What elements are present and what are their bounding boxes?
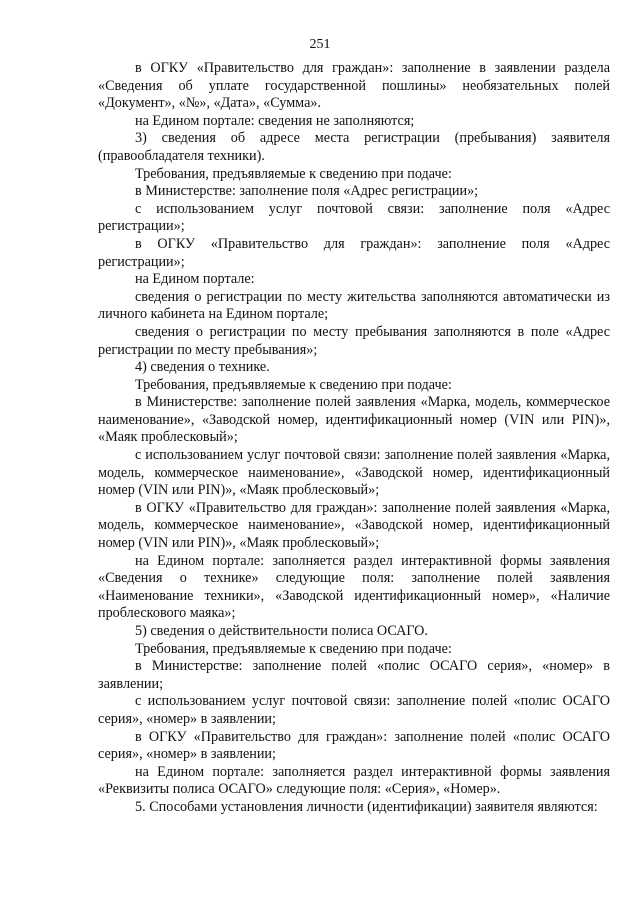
- paragraph: 3) сведения об адресе места регистрации (пребывания) заявителя (правообладателя техники).: [98, 130, 610, 164]
- paragraph: на Едином портале:: [135, 271, 255, 288]
- paragraph: в Министерстве: заполнение полей заявления «Марка, модель, коммерческое наименование», «Заводской номер, идентификационный номер (VIN или PIN)», «Маяк проблесковый»;: [98, 394, 610, 446]
- paragraph: с использованием услуг почтовой связи: заполнение полей «полис ОСАГО серия», «номер» в заявлении;: [98, 693, 610, 727]
- paragraph: 4) сведения о технике.: [135, 359, 270, 376]
- paragraph: в ОГКУ «Правительство для граждан»: заполнение полей «полис ОСАГО серия», «номер» в заявлении;: [98, 728, 610, 763]
- paragraph: на Едином портале: заполняется раздел интерактивной формы заявления «Реквизиты полиса ОСАГО» следующие поля: «Серия», «Номер».: [98, 763, 610, 798]
- page-number: 251: [309, 37, 331, 52]
- document-body: [98, 60, 610, 817]
- paragraph: сведения о регистрации по месту пребывания заполняются в поле «Адрес регистрации по месту пребывания»;: [98, 323, 610, 358]
- paragraph: в Министерстве: заполнение полей «полис ОСАГО серия», «номер» в заявлении;: [98, 658, 610, 692]
- paragraph: 5) сведения о действительности полиса ОСАГО.: [135, 623, 428, 639]
- paragraph: в Министерстве: заполнение поля «Адрес регистрации»;: [135, 183, 479, 200]
- paragraph: с использованием услуг почтовой связи: заполнение полей заявления «Марка, модель, коммерческое наименование», «Заводской номер, идентификационный номер (VIN или PIN)», «Маяк проблесковый»;: [98, 447, 610, 499]
- paragraph: с использованием услуг почтовой связи: заполнение поля «Адрес регистрации»;: [98, 200, 610, 235]
- paragraph: на Едином портале: сведения не заполняются;: [135, 112, 415, 129]
- paragraph: Требования, предъявляемые к сведению при подаче:: [135, 165, 452, 182]
- paragraph: Требования, предъявляемые к сведению при подаче:: [135, 640, 452, 657]
- paragraph: сведения о регистрации по месту жительства заполняются автоматически из личного кабинета на Едином портале;: [98, 288, 610, 323]
- paragraph: на Едином портале: заполняется раздел интерактивной формы заявления «Сведения о технике» следующие поля: заполнение полей заявления «Наименование техники», «Заводской идентификационный номер», «Наличие проблескового маяка»;: [98, 552, 610, 622]
- paragraph: 5. Способами установления личности (идентификации) заявителя являются:: [135, 798, 598, 815]
- paragraph: Требования, предъявляемые к сведению при подаче:: [135, 376, 452, 393]
- paragraph: в ОГКУ «Правительство для граждан»: заполнение в заявлении раздела «Сведения об уплате государственной пошлины» необязательных полей «Документ», «№», «Дата», «Сумма».: [98, 60, 610, 112]
- paragraph: в ОГКУ «Правительство для граждан»: заполнение поля «Адрес регистрации»;: [98, 235, 610, 270]
- paragraph: в ОГКУ «Правительство для граждан»: заполнение полей заявления «Марка, модель, коммерческое наименование», «Заводской номер, идентификационный номер (VIN или PIN)», «Маяк проблесковый»;: [98, 499, 610, 552]
